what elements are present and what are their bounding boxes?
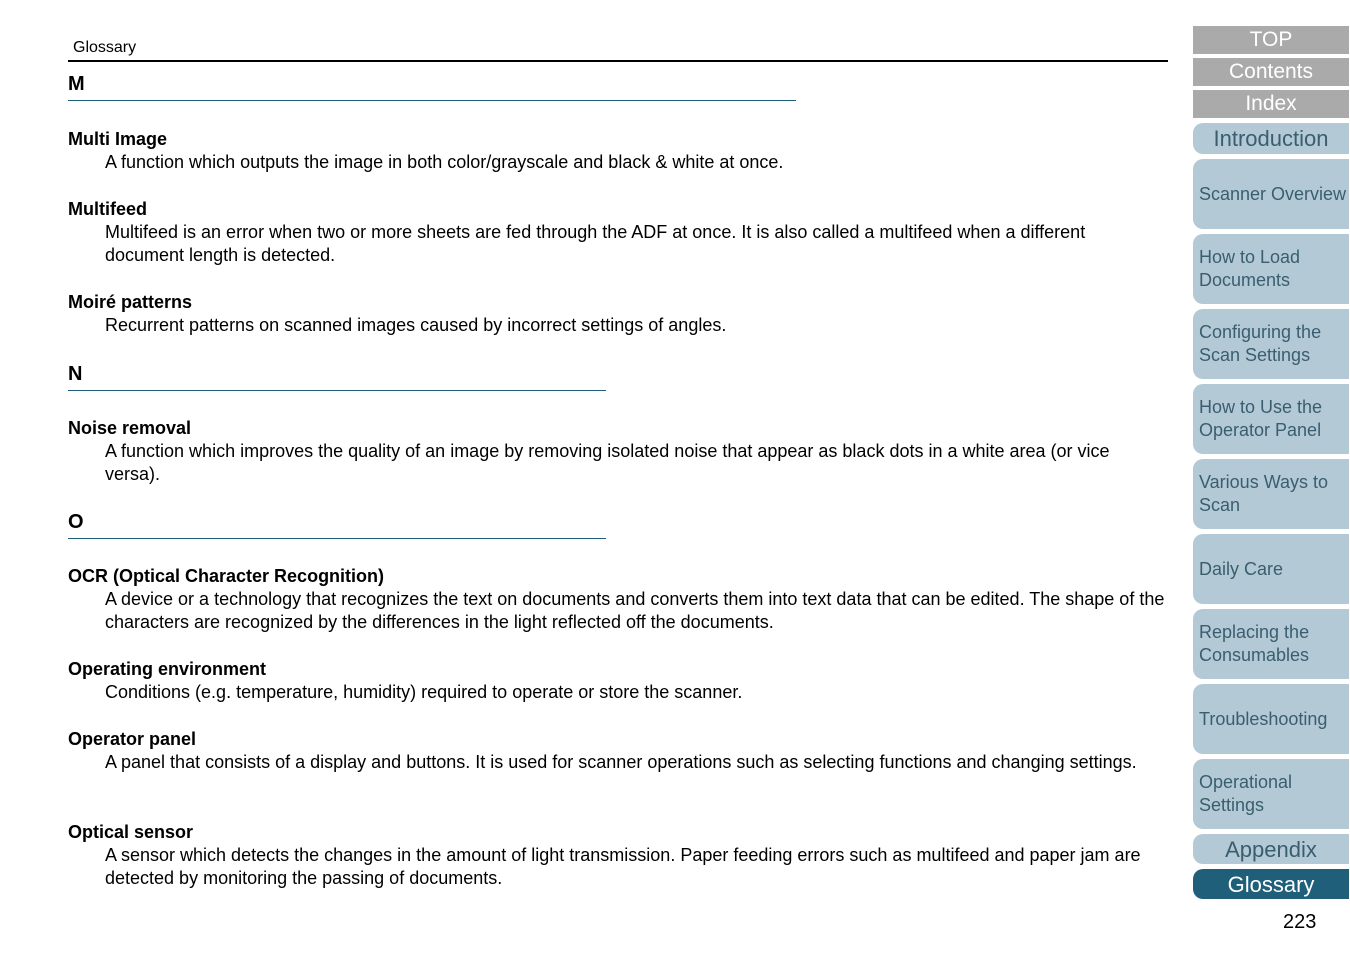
entry-definition: A function which outputs the image in both color/grayscale and black & white at once. [105, 152, 784, 172]
chapter-ways-to-scan[interactable]: Various Ways to Scan [1193, 459, 1349, 529]
entry-term: OCR (Optical Character Recognition) [68, 566, 385, 586]
entry-term: Multifeed [68, 199, 147, 219]
section-n [68, 362, 606, 391]
glossary-entry [68, 198, 1168, 267]
chapter-scanner-overview[interactable]: Scanner Overview [1193, 159, 1349, 229]
section-letter: N [68, 363, 83, 385]
entry-term: Noise removal [68, 418, 192, 438]
chapter-daily-care[interactable]: Daily Care [1193, 534, 1349, 604]
section-m [68, 72, 796, 101]
contents-button[interactable]: Contents [1193, 58, 1349, 86]
breadcrumb: Glossary [73, 39, 137, 56]
entry-definition: Conditions (e.g. temperature, humidity) required to operate or store the scanner. [105, 682, 743, 702]
chapter-replacing-consumables[interactable]: Replacing the Consumables [1193, 609, 1349, 679]
entry-term: Operator panel [68, 729, 197, 749]
index-button[interactable]: Index [1193, 90, 1349, 118]
entry-term: Optical sensor [68, 822, 194, 842]
entry-definition: A function which improves the quality of an image by removing isolated noise that appear as black dots in a white area (or vice versa). [105, 441, 1110, 484]
entry-definition: Recurrent patterns on scanned images caused by incorrect settings of angles. [105, 315, 727, 335]
chapter-operational-settings[interactable]: Operational Settings [1193, 759, 1349, 829]
entry-term: Multi Image [68, 129, 168, 149]
glossary-entry [68, 565, 1168, 634]
section-letter: O [68, 511, 84, 533]
entry-definition: A device or a technology that recognizes the text on documents and converts them into text data that can be edited. The shape of the characters are recognized by the differences in the light reflected off the documents. [105, 589, 1165, 632]
entry-term: Operating environment [68, 659, 267, 679]
chapter-troubleshooting[interactable]: Troubleshooting [1193, 684, 1349, 754]
glossary-entry [68, 291, 1168, 337]
chapter-scan-settings[interactable]: Configuring the Scan Settings [1193, 309, 1349, 379]
chapter-introduction[interactable]: Introduction [1193, 123, 1349, 154]
chapter-load-documents[interactable]: How to Load Documents [1193, 234, 1349, 304]
chapter-appendix[interactable]: Appendix [1193, 834, 1349, 864]
page-number: 223 [1283, 911, 1317, 933]
section-o [68, 510, 606, 539]
header-rule [68, 60, 1168, 62]
glossary-entry [68, 728, 1168, 774]
entry-definition: A panel that consists of a display and buttons. It is used for scanner operations such as selecting functions and changing settings. [105, 752, 1137, 772]
glossary-entry [68, 821, 1168, 890]
entry-definition: A sensor which detects the changes in the amount of light transmission. Paper feeding errors such as multifeed and paper jam are detected by monitoring the passing of documents. [105, 845, 1141, 888]
section-rule [68, 390, 606, 391]
section-letter: M [68, 73, 85, 95]
glossary-entry [68, 658, 1168, 704]
glossary-entry [68, 417, 1168, 486]
section-rule [68, 100, 796, 101]
entry-term: Moiré patterns [68, 292, 193, 312]
entry-definition: Multifeed is an error when two or more sheets are fed through the ADF at once. It is also called a multifeed when a different document length is detected. [105, 222, 1086, 265]
section-rule [68, 538, 606, 539]
glossary-entry [68, 128, 1168, 174]
chapter-operator-panel[interactable]: How to Use the Operator Panel [1193, 384, 1349, 454]
chapter-glossary[interactable]: Glossary [1193, 869, 1349, 899]
top-button[interactable]: TOP [1193, 26, 1349, 54]
